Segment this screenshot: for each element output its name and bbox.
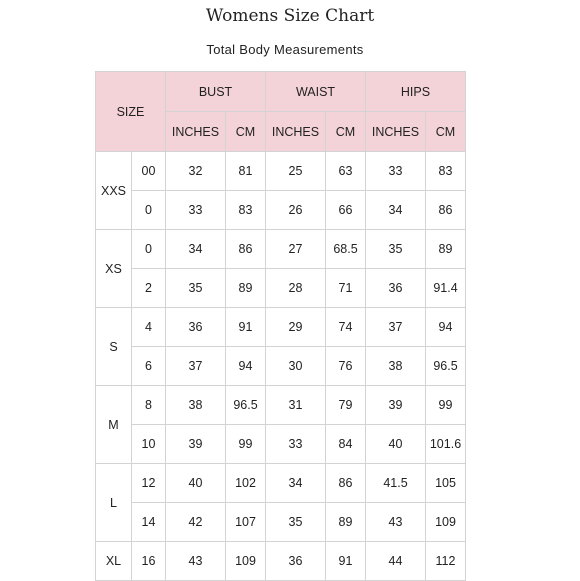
size-label: XS xyxy=(96,230,132,308)
bust-inches-cell: 39 xyxy=(166,425,226,464)
bust-cm-cell: 86 xyxy=(226,230,266,269)
bust-cm-cell: 83 xyxy=(226,191,266,230)
page-title: Womens Size Chart xyxy=(205,6,375,26)
numeric-size: 8 xyxy=(132,386,166,425)
bust-inches-cell: 40 xyxy=(166,464,226,503)
numeric-size: 12 xyxy=(132,464,166,503)
numeric-size: 2 xyxy=(132,269,166,308)
waist-inches-cell: 34 xyxy=(266,464,326,503)
hips-cm-cell: 86 xyxy=(426,191,466,230)
table-row xyxy=(96,152,466,191)
waist-inches-cell: 33 xyxy=(266,425,326,464)
table-row xyxy=(96,308,466,347)
waist-cm-cell: 63 xyxy=(326,152,366,191)
waist-cm-cell: 71 xyxy=(326,269,366,308)
header-unit-cm: CM xyxy=(226,112,266,152)
header-unit-inches: INCHES xyxy=(266,112,326,152)
header-unit-inches: INCHES xyxy=(366,112,426,152)
table-row xyxy=(96,347,466,386)
table-header xyxy=(96,72,466,152)
table-row xyxy=(96,425,466,464)
waist-cm-cell: 79 xyxy=(326,386,366,425)
size-label: S xyxy=(96,308,132,386)
waist-cm-cell: 91 xyxy=(326,542,366,581)
waist-cm-cell: 89 xyxy=(326,503,366,542)
numeric-size: 10 xyxy=(132,425,166,464)
table-row xyxy=(96,386,466,425)
size-label: XL xyxy=(96,542,132,581)
hips-cm-cell: 91.4 xyxy=(426,269,466,308)
bust-cm-cell: 94 xyxy=(226,347,266,386)
hips-cm-cell: 105 xyxy=(426,464,466,503)
header-unit-inches: INCHES xyxy=(166,112,226,152)
bust-inches-cell: 38 xyxy=(166,386,226,425)
hips-inches-cell: 35 xyxy=(366,230,426,269)
hips-cm-cell: 112 xyxy=(426,542,466,581)
numeric-size: 00 xyxy=(132,152,166,191)
numeric-size: 14 xyxy=(132,503,166,542)
hips-cm-cell: 94 xyxy=(426,308,466,347)
waist-inches-cell: 30 xyxy=(266,347,326,386)
waist-cm-cell: 76 xyxy=(326,347,366,386)
bust-inches-cell: 35 xyxy=(166,269,226,308)
hips-cm-cell: 109 xyxy=(426,503,466,542)
numeric-size: 0 xyxy=(132,191,166,230)
header-size: SIZE xyxy=(96,72,166,152)
hips-inches-cell: 38 xyxy=(366,347,426,386)
table-row xyxy=(96,542,466,581)
size-chart-table xyxy=(95,71,466,581)
bust-cm-cell: 109 xyxy=(226,542,266,581)
size-label: XXS xyxy=(96,152,132,230)
hips-inches-cell: 33 xyxy=(366,152,426,191)
table-row xyxy=(96,503,466,542)
waist-cm-cell: 84 xyxy=(326,425,366,464)
waist-inches-cell: 28 xyxy=(266,269,326,308)
bust-cm-cell: 99 xyxy=(226,425,266,464)
hips-inches-cell: 43 xyxy=(366,503,426,542)
hips-cm-cell: 101.6 xyxy=(426,425,466,464)
hips-cm-cell: 96.5 xyxy=(426,347,466,386)
waist-cm-cell: 66 xyxy=(326,191,366,230)
waist-inches-cell: 26 xyxy=(266,191,326,230)
hips-inches-cell: 40 xyxy=(366,425,426,464)
hips-inches-cell: 41.5 xyxy=(366,464,426,503)
header-bust: BUST xyxy=(166,72,266,112)
waist-inches-cell: 36 xyxy=(266,542,326,581)
hips-cm-cell: 83 xyxy=(426,152,466,191)
waist-inches-cell: 25 xyxy=(266,152,326,191)
table-row xyxy=(96,464,466,503)
bust-inches-cell: 33 xyxy=(166,191,226,230)
bust-cm-cell: 89 xyxy=(226,269,266,308)
waist-cm-cell: 68.5 xyxy=(326,230,366,269)
waist-cm-cell: 74 xyxy=(326,308,366,347)
hips-inches-cell: 39 xyxy=(366,386,426,425)
numeric-size: 6 xyxy=(132,347,166,386)
bust-cm-cell: 81 xyxy=(226,152,266,191)
bust-inches-cell: 43 xyxy=(166,542,226,581)
numeric-size: 0 xyxy=(132,230,166,269)
waist-inches-cell: 35 xyxy=(266,503,326,542)
header-hips: HIPS xyxy=(366,72,466,112)
table-row xyxy=(96,191,466,230)
hips-inches-cell: 36 xyxy=(366,269,426,308)
numeric-size: 16 xyxy=(132,542,166,581)
header-waist: WAIST xyxy=(266,72,366,112)
hips-inches-cell: 44 xyxy=(366,542,426,581)
table-row xyxy=(96,269,466,308)
hips-inches-cell: 37 xyxy=(366,308,426,347)
size-label: L xyxy=(96,464,132,542)
waist-inches-cell: 29 xyxy=(266,308,326,347)
header-unit-cm: CM xyxy=(426,112,466,152)
bust-cm-cell: 102 xyxy=(226,464,266,503)
hips-cm-cell: 99 xyxy=(426,386,466,425)
bust-cm-cell: 107 xyxy=(226,503,266,542)
bust-cm-cell: 96.5 xyxy=(226,386,266,425)
hips-cm-cell: 89 xyxy=(426,230,466,269)
bust-inches-cell: 36 xyxy=(166,308,226,347)
waist-inches-cell: 27 xyxy=(266,230,326,269)
bust-inches-cell: 32 xyxy=(166,152,226,191)
page-subtitle: Total Body Measurements xyxy=(206,42,364,57)
bust-inches-cell: 34 xyxy=(166,230,226,269)
bust-inches-cell: 37 xyxy=(166,347,226,386)
header-unit-cm: CM xyxy=(326,112,366,152)
numeric-size: 4 xyxy=(132,308,166,347)
size-label: M xyxy=(96,386,132,464)
table-body xyxy=(96,152,466,581)
bust-inches-cell: 42 xyxy=(166,503,226,542)
waist-cm-cell: 86 xyxy=(326,464,366,503)
table-row xyxy=(96,230,466,269)
hips-inches-cell: 34 xyxy=(366,191,426,230)
waist-inches-cell: 31 xyxy=(266,386,326,425)
bust-cm-cell: 91 xyxy=(226,308,266,347)
